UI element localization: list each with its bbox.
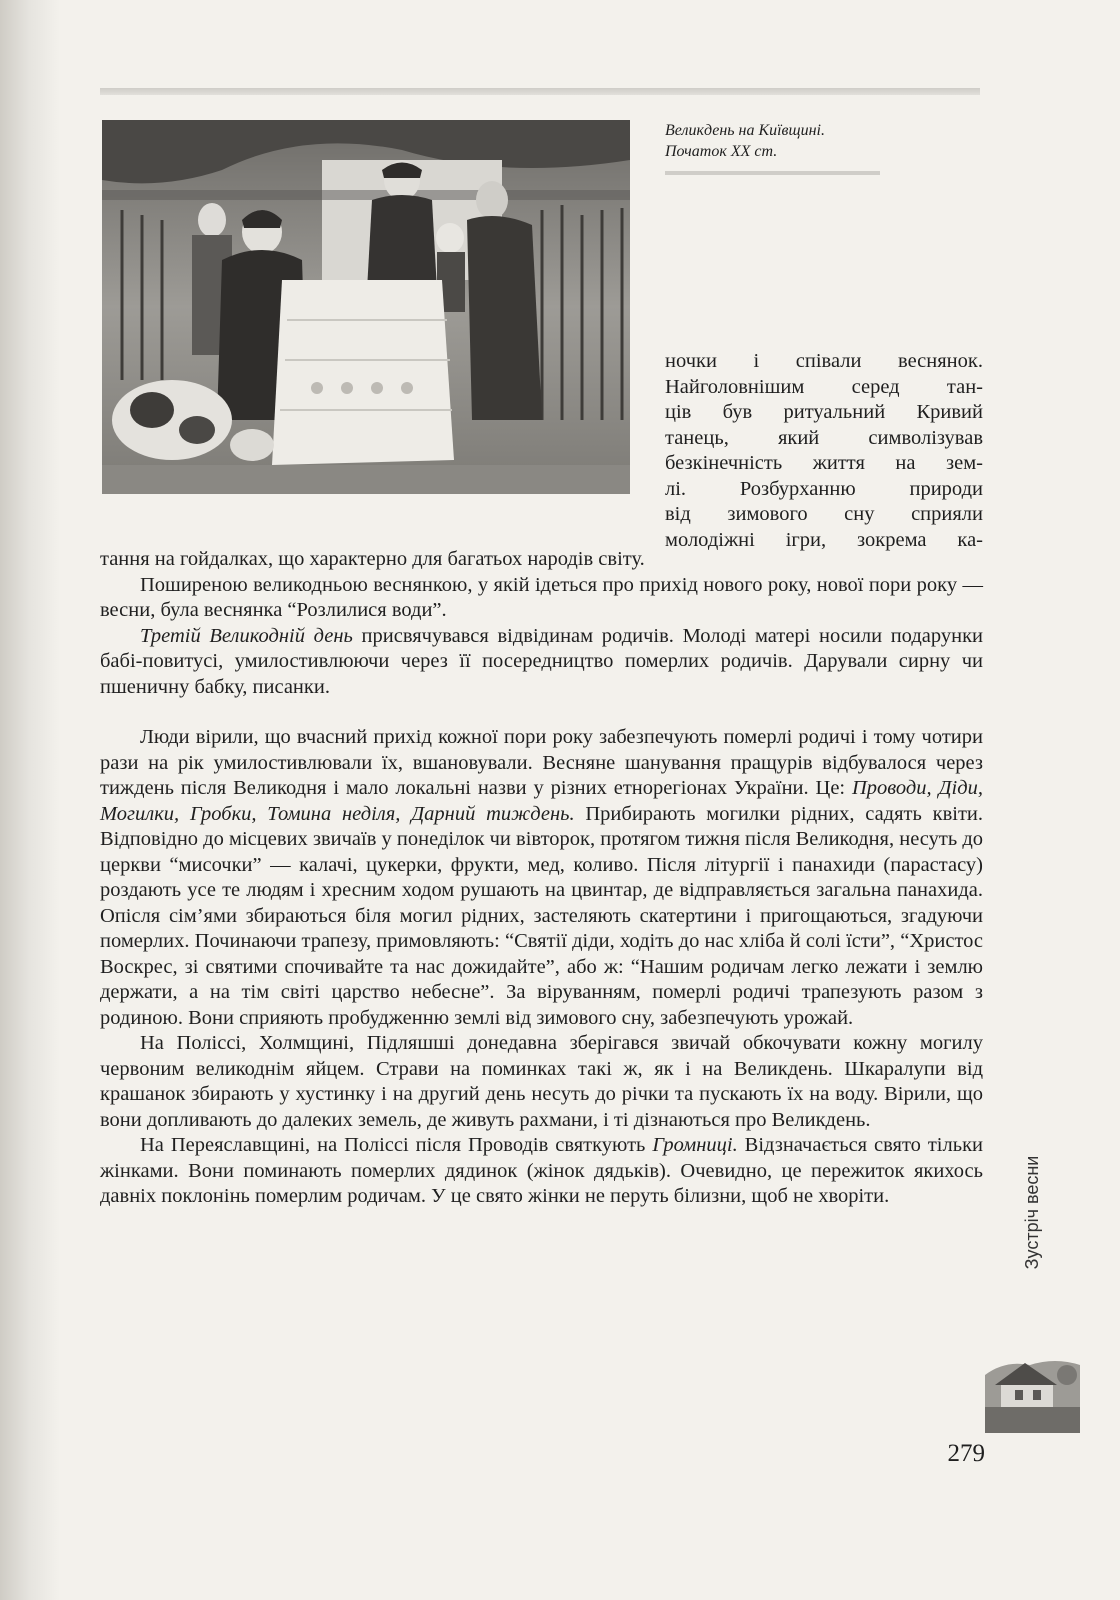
chapter-side-tab [1012, 1115, 1052, 1310]
wrapped-text-column [665, 349, 983, 553]
paragraph [100, 624, 983, 701]
photo-caption [665, 120, 965, 162]
emphasis: Третій Великодній день [140, 624, 353, 647]
paragraph [100, 725, 983, 1031]
body-text [100, 547, 983, 1210]
text-line: від зимового сну сприяли [665, 503, 983, 525]
easter-photo [102, 120, 630, 494]
page-gutter-shadow [0, 0, 60, 1600]
paragraph-text: присвячувався відвідинам родичів. Молоді матері носили подарунки бабі-повитусі, умилостивлюючи через її посередництво померлих родичів. Дарували сирну чи пшеничну бабку, писанки. [100, 624, 983, 698]
paragraph: тання на гойдалках, що характерно для багатьох народів світу. [100, 548, 645, 570]
chapter-tab-label: Зустріч весни [1022, 1155, 1042, 1270]
text-line: ночки і співали веснянок. [665, 350, 983, 372]
chapter-thumbnail [985, 1335, 1080, 1433]
paragraph: Поширеною великодньою веснянкою, у якій ідеться про прихід нового року, нової пори року — весни, була веснянка “Розлилися води”. [100, 573, 983, 621]
caption-line: Початок XX ст. [665, 143, 778, 160]
paragraph-text: На Переяславщині, на Поліссі після Проводів святкують [140, 1134, 653, 1156]
photo-illustration [102, 120, 630, 494]
paragraph: На Поліссі, Холмщині, Підляшші донедавна зберігався звичай обкочувати кожну могилу червоним великоднім яйцем. Страви на поминках такі ж, як і на Великдень. Шкаралупи від крашанок збирають у хустинку і на другий день несуть до річки та пускають їх на воду. Вірили, що вони допливають до далеких земель, де живуть рахмани, і ті дізнаються про Великдень. [100, 1032, 983, 1131]
paragraph-text: Люди вірили, що вчасний прихід кожної пори року забезпечують померлі родичі і тому чотири рази на рік умилостивлювали їх, вшановували. Весняне шанування пращурів відбувалося через тиждень після Великодня і мало локальні назви у різних етнорегіонах України. Це: [100, 726, 983, 799]
header-rule [100, 88, 980, 95]
paragraph [100, 1133, 983, 1210]
caption-line: Великдень на Київщині. [665, 122, 825, 139]
paragraph-text: Відзначається свято тільки жінками. Вони поминають померлих дядинок (жінок дядьків). Очевидно, це пережиток якихось давніх поклонінь померлим родичам. У це свято жінки не перуть білизни, щоб не хворіти. [100, 1134, 984, 1207]
text-line: танець, який символізував [665, 426, 983, 449]
text-line: лі. Розбурханню природи [665, 477, 983, 500]
emphasis: Проводи, Діди, Могилки, Гробки, Томина неділя, Дарний тиждень. [100, 777, 983, 825]
text-line: молодіжні ігри, зокрема ка- [665, 528, 983, 551]
text-line: Найголовнішим серед тан- [665, 375, 983, 398]
house-thumbnail-icon [985, 1335, 1080, 1433]
text-line: безкінечність життя на зем- [665, 452, 983, 474]
caption-rule [665, 171, 880, 175]
emphasis: Громниці. [652, 1134, 738, 1156]
page-number: 279 [947, 1440, 985, 1467]
paragraph-text: Прибирають могилки рідних, садять квіти. Відповідно до місцевих звичаїв у понеділок чи вівторок, протягом тижня після Великодня, несуть до церкви “мисочки” — калачі, цукерки, фрукти, мед, коливо. Після літургії і панахиди (парастасу) роздають усе те людям і хресним ходом рушають на цвинтар, де відправляється загальна панахида. Опісля сім’ями збираються біля могил рідних, застеляють скатертини і пригощаються, згадуючи померлих. Починаючи трапезу, примовляють: “Святії діди, ходіть до нас хліба й солі їсти”, “Христос Воскрес, зі святими спочивайте та нас дожидайте”, або ж: “Нашим родичам легко лежати і землю держати, а на тім світі царство небесне”. За віруванням, померлі родичі трапезують разом з родиною. Вони сприяють пробудженню землі від зимового сну, забезпечують урожай. [100, 802, 984, 1029]
text-line: ців був ритуальний Кривий [665, 401, 983, 423]
